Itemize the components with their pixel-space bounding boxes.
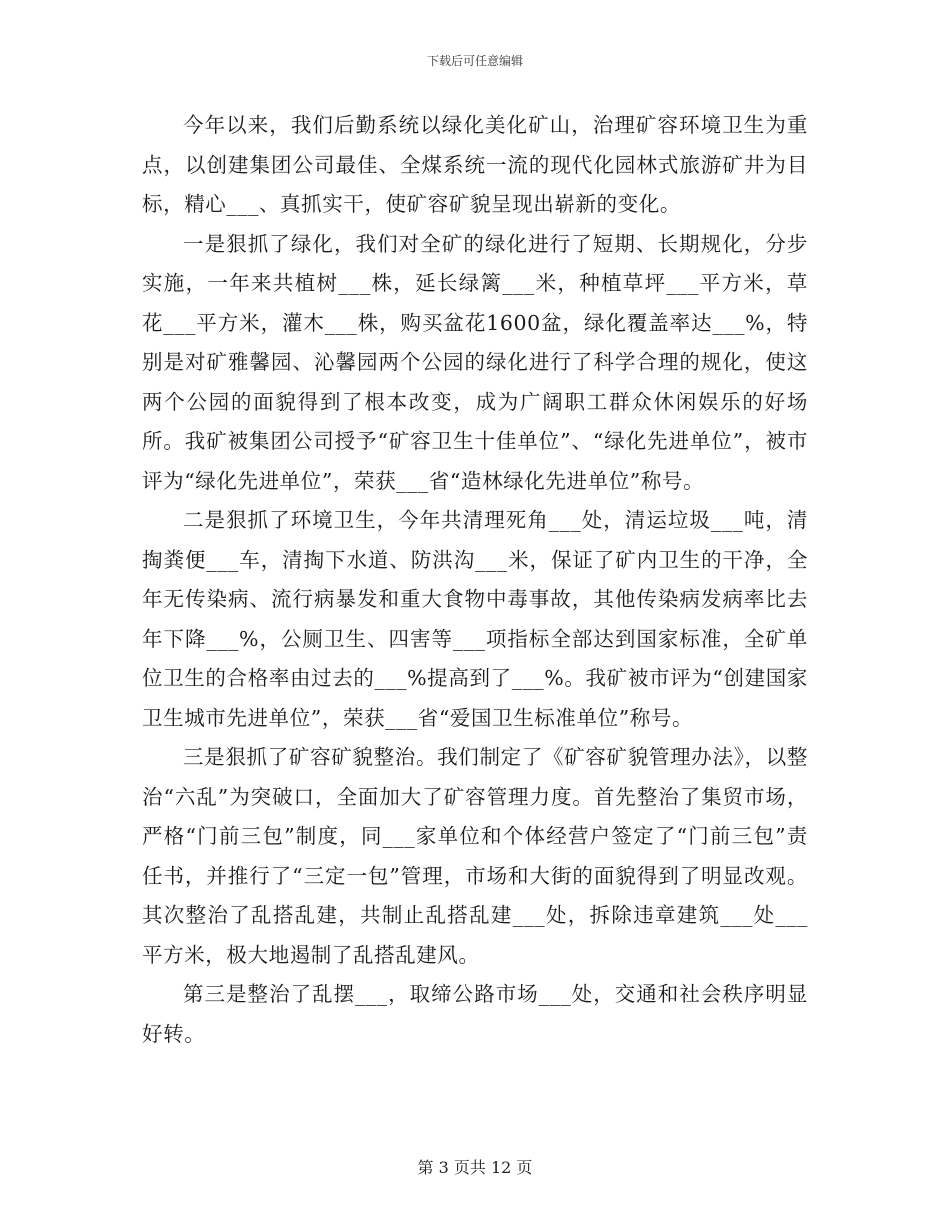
paragraph-third: 第三是整治了乱摆___，取缔公路市场___处，交通和社会秩序明显好转。 bbox=[142, 982, 808, 1046]
paragraph-mine-appearance: 三是狠抓了矿容矿貌整治。我们制定了《矿容矿貌管理办法》，以整治“六乱”为突破口，全面加大了矿容管理力度。首先整治了集贸市场，严格“门前三包”制度，同___家单位和个体经营户签定了“门前三包”责任书，并推行了“三定一包”管理，市场和大街的面貌得到了明显改观。其次整治了乱搭乱建，共制止乱搭乱建___处，拆除违章建筑___处___平方米，极大地遏制了乱搭乱建风。 bbox=[142, 745, 808, 967]
page-header: 下载后可任意编辑 bbox=[426, 54, 523, 68]
document-body bbox=[142, 106, 808, 1054]
page-number: 第 3 页共 12 页 bbox=[417, 1158, 533, 1177]
paragraph-sanitation: 二是狠抓了环境卫生，今年共清理死角___处，清运垃圾___吨，清掏粪便___车，清掏下水道、防洪沟___米，保证了矿内卫生的干净，全年无传染病、流行病暴发和重大食物中毒事故，其他传染病发病率比去年下降___%，公厕卫生、四害等___项指标全部达到国家标准，全矿单位卫生的合格率由过去的___%提高到了___%。我矿被市评为“创建国家卫生城市先进单位”，荣获___省“爱国卫生标准单位”称号。 bbox=[142, 508, 808, 730]
paragraph-intro: 今年以来，我们后勤系统以绿化美化矿山，治理矿容环境卫生为重点，以创建集团公司最佳、全煤系统一流的现代化园林式旅游矿井为目标，精心___、真抓实干，使矿容矿貌呈现出崭新的变化。 bbox=[142, 113, 808, 216]
paragraph-greening: 一是狠抓了绿化，我们对全矿的绿化进行了短期、长期规化，分步实施，一年来共植树___株，延长绿篱___米，种植草坪___平方米，草花___平方米，灌木___株，购买盆花1600盆，绿化覆盖率达___%，特别是对矿雅馨园、沁馨园两个公园的绿化进行了科学合理的规化，使这两个公园的面貌得到了根本改变，成为广阔职工群众休闲娱乐的好场所。我矿被集团公司授予“矿容卫生十佳单位”、“绿化先进单位”，被市评为“绿化先进单位”，荣获___省“造林绿化先进单位”称号。 bbox=[142, 231, 808, 493]
